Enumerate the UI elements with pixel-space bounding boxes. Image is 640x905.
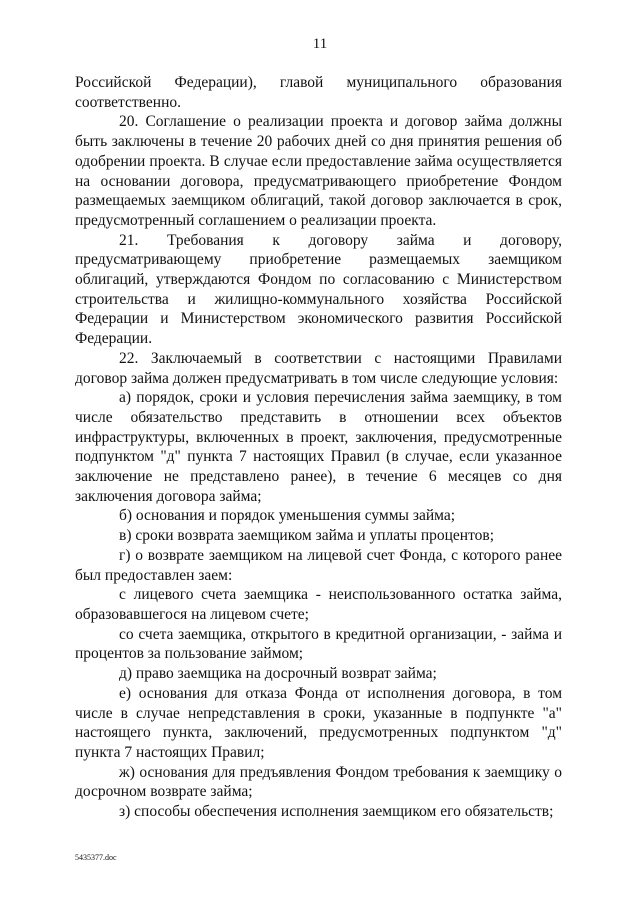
list-item-zh: ж) основания для предъявления Фондом требования к заемщику о досрочном возврате займа;	[75, 763, 562, 801]
list-item-a: а) порядок, сроки и условия перечисления займа заемщику, в том числе обязательство представить в отношении всех объектов инфраструктуры, включенных в проект, заключения, предусмотренные подпунктом "д" пункта 7 настоящих Правил (в случае, если указанное заключение не представлено ранее), в течение 6 месяцев со дня заключения договора займа;	[75, 389, 562, 505]
document-body	[75, 73, 562, 822]
list-item-e: е) основания для отказа Фонда от исполнения договора, в том числе в случае непредставления в сроки, указанные в подпункте "а" настоящего пункта, заключений, предусмотренных подпунктом "д" пункта 7 настоящих Правил;	[75, 684, 562, 761]
list-subitem-personal-account: с лицевого счета заемщика - неиспользованного остатка займа, образовавшегося на лицевом счете;	[75, 586, 562, 623]
paragraph-clause-21: 21. Требования к договору займа и договору, предусматривающему приобретение размещаемых заемщиком облигаций, утверждаются Фондом по согласованию с Министерством строительства и жилищно-коммунального хозяйства Российской Федерации и Министерством экономического развития Российской Федерации.	[75, 231, 562, 348]
list-item-d: д) право заемщика на досрочный возврат займа;	[119, 665, 437, 683]
paragraph-clause-20: 20. Соглашение о реализации проекта и договор займа должны быть заключены в течение 20 рабочих дней со дня принятия решения об одобрении проекта. В случае если предоставление займа осуществляется на основании договора, предусматривающего приобретение Фондом размещаемых заемщиком облигаций, такой договор заключается в срок, предусмотренный соглашением о реализации проекта.	[75, 113, 562, 229]
list-item-z: з) способы обеспечения исполнения заемщиком его обязательств;	[119, 803, 554, 821]
page-number: 11	[312, 36, 328, 52]
list-item-b: б) основания и порядок уменьшения суммы займа;	[119, 507, 456, 525]
footer-filename: 5435377.doc	[75, 853, 117, 862]
list-subitem-bank-account: со счета заемщика, открытого в кредитной организации, - займа и процентов за пользование займом;	[75, 625, 562, 663]
paragraph-continuation: Российской Федерации), главой муниципального образования соответственно.	[75, 74, 562, 111]
paragraph-clause-22: 22. Заключаемый в соответствии с настоящими Правилами договор займа должен предусматривать в том числе следующие условия:	[75, 349, 562, 387]
list-item-v: в) сроки возврата заемщиком займа и уплаты процентов;	[119, 527, 495, 545]
list-item-g: г) о возврате заемщиком на лицевой счет Фонда, с которого ранее был предоставлен заем:	[75, 546, 562, 584]
